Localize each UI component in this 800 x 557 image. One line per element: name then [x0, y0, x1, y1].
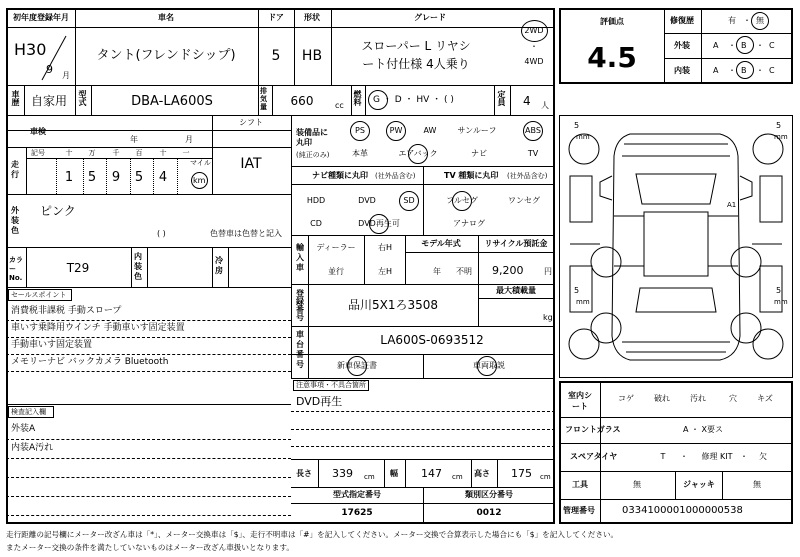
sales-point-line: 消費税非課税 手動スロープ	[11, 306, 122, 316]
tire-fl-label: 5	[574, 121, 580, 130]
repair-yes: 有	[728, 16, 736, 25]
tv-label: TV 種類に丸印	[444, 171, 499, 180]
notes-rule-1	[291, 411, 555, 412]
eval-row-1	[664, 33, 793, 34]
equipment-label: 装備品に丸印	[296, 128, 328, 147]
capacity-label: 定員	[497, 90, 506, 106]
equipment-item: PS	[355, 126, 365, 135]
spare-tire-item: ・	[680, 452, 688, 461]
tools-value: 無	[633, 480, 641, 489]
navi-item: DVD再生可	[358, 219, 400, 228]
interior-label: 内装	[674, 66, 690, 75]
import-div-2	[364, 235, 365, 284]
interior-sheet-item: コゲ	[618, 394, 634, 403]
door-count: 5	[271, 48, 281, 64]
eval-score: 4.5	[587, 41, 637, 74]
eval-label: 評価点	[600, 17, 624, 26]
import-mid-line	[405, 252, 555, 253]
navi-label: ナビ種類に丸印	[312, 171, 368, 180]
tv-note: (社外品含む)	[507, 172, 548, 180]
colorno-div-2	[131, 247, 132, 287]
inspection-bottom-line	[6, 147, 291, 148]
exterior-label: 外装	[674, 41, 690, 50]
header-row-divider	[6, 27, 555, 28]
jack-value: 無	[753, 480, 761, 489]
mileage-digit-divider	[153, 158, 154, 194]
dim-div-4	[471, 459, 472, 487]
eval-divider	[664, 8, 665, 84]
col-divider-door	[294, 8, 295, 85]
height-value: 175	[511, 467, 532, 480]
height-label: 高さ	[474, 469, 490, 478]
tv-item: アナログ	[453, 219, 485, 228]
sales-point-rule	[6, 354, 291, 355]
sales-point-rule	[6, 320, 291, 321]
model-label: 型式	[78, 90, 87, 106]
import-div-1	[308, 235, 309, 284]
inspector-rule	[6, 515, 291, 516]
mileage-digit: 1	[64, 170, 74, 185]
row2-div-7	[365, 85, 366, 115]
interior-sheet-label: 室内シート	[568, 391, 592, 411]
capacity-value: 4	[523, 94, 531, 108]
navi-item: DVD	[358, 196, 376, 205]
colorno-div-5	[228, 247, 229, 287]
door-label: ドア	[268, 13, 284, 22]
colorno-label: カラーNo.	[9, 256, 23, 282]
row1-bottom-line	[6, 85, 555, 86]
equipment-item: PW	[389, 126, 403, 135]
mileage-digit-divider	[130, 158, 131, 194]
tools-div-2	[722, 471, 723, 499]
eval-row-2	[664, 58, 793, 59]
condition-row-2	[559, 443, 793, 444]
dimensions-top-line	[291, 459, 555, 460]
row2-div-3	[91, 85, 92, 115]
tools-div-1	[675, 471, 676, 499]
eval-divider-2	[701, 8, 702, 84]
max-load-line	[478, 298, 555, 299]
tv-item: ワンセグ	[508, 196, 540, 205]
windshield-value: A ・ X要ス	[683, 425, 724, 434]
row2-div-9	[510, 85, 511, 115]
damage-code: A1	[727, 201, 737, 209]
category-value: 0012	[476, 508, 502, 518]
color-paren: ( )	[157, 229, 166, 238]
reg-year: H30	[14, 40, 47, 59]
model-designation-value: 17625	[341, 508, 373, 518]
condition-row-1	[559, 417, 793, 418]
import-left-hand: 左H	[377, 267, 393, 276]
ac-label: 冷房	[215, 256, 223, 275]
notes-label: 注意事項・不具合箇所	[296, 381, 366, 389]
mileage-digit-label: 百	[135, 149, 143, 157]
shape-label: 形状	[304, 13, 320, 22]
sales-point-rule	[6, 371, 291, 372]
recycle-value: 9,200	[492, 264, 524, 277]
equipment-item: サンルーフ	[457, 126, 497, 135]
int-grade-a: A	[713, 66, 719, 75]
inspection-label: 車検	[30, 127, 46, 136]
windshield-label: フロントガラス	[565, 425, 621, 434]
typenum-div	[423, 487, 424, 524]
dim-div-1	[318, 459, 319, 487]
col-divider-shape	[331, 8, 332, 85]
car-name-label: 車名	[158, 13, 174, 22]
reg-month-unit: 月	[62, 71, 70, 80]
chassis-value: LA600S-0693512	[380, 333, 484, 347]
mileage-digit-divider	[177, 158, 178, 194]
body-shape: HB	[301, 48, 323, 64]
int-sep-2: ・	[756, 66, 764, 75]
max-load-label: 最大積載量	[496, 286, 536, 295]
model-value: DBA-LA600S	[131, 94, 213, 109]
management-label: 管理番号	[563, 506, 595, 515]
equipment-note: (純正のみ)	[296, 151, 330, 159]
inspector-line: 内装A汚れ	[11, 443, 54, 453]
navi-bottom-line	[291, 235, 555, 236]
repair-sep: ・	[743, 16, 751, 25]
import-div-4	[478, 235, 479, 284]
length-unit: cm	[364, 473, 375, 481]
colorno-bottom-line	[6, 287, 291, 288]
row2-div-4	[258, 85, 259, 115]
inspector-top-line	[6, 404, 291, 405]
int-grade-b: B	[741, 66, 747, 75]
drive-4wd: 4WD	[524, 57, 544, 66]
inspector-rule	[6, 439, 291, 440]
import-right-hand: 右H	[377, 243, 393, 252]
footer-line-1: 走行距離の記号欄にメーター改ざん車は「*」、メーター交換車は「$」、走行不明車は「#」を記入してください。メーター交換で合算表示した場合にも「$」を記入してください。	[6, 530, 619, 539]
width-unit: cm	[452, 473, 463, 481]
recycle-unit: 円	[544, 267, 552, 276]
registration-label: 登録番号	[296, 289, 304, 322]
row2-bottom-line	[6, 115, 555, 116]
mileage-digit-divider	[56, 158, 57, 194]
new-car-warranty: 新車保証書	[337, 361, 377, 370]
row2-div-2	[75, 85, 76, 115]
mileage-digit: 9	[111, 170, 121, 185]
interior-sheet-item: 破れ	[654, 394, 670, 403]
spare-tire-item: ・	[740, 452, 748, 461]
color-value: ピンク	[40, 204, 76, 218]
interior-color-label: 内装色	[134, 252, 142, 281]
mileage-unit-km: km	[193, 176, 206, 185]
width-label: 幅	[390, 469, 398, 478]
import-dealer: ディーラー	[316, 243, 356, 252]
row2-div-6	[351, 85, 352, 115]
spare-tire-item: T	[660, 452, 666, 461]
tv-item: フルセグ	[446, 196, 478, 205]
equipment-item: TV	[527, 149, 539, 158]
mileage-digit: 4	[158, 170, 168, 185]
drive-2wd: 2WD	[524, 26, 544, 35]
model-designation-label: 型式指定番号	[333, 490, 381, 499]
spare-tire-item: 修理 KIT	[701, 452, 733, 461]
row2-div-5	[272, 85, 273, 115]
displacement-value: 660	[290, 94, 314, 108]
displacement-unit: cc	[335, 101, 344, 110]
tire-fl-mm: mm	[576, 133, 590, 141]
interior-sheet-item: キズ	[757, 394, 773, 403]
import-bottom-line	[291, 284, 555, 285]
ext-grade-a: A	[713, 41, 719, 50]
dim-div-5	[497, 459, 498, 487]
equipment-item: AW	[423, 126, 437, 135]
mileage-bottom-line	[6, 194, 291, 195]
recycle-label: リサイクル預託金	[484, 239, 548, 248]
registration-value: 品川5X1ろ3508	[347, 298, 439, 312]
int-grade-c: C	[769, 66, 775, 75]
width-value: 147	[421, 467, 442, 480]
equipment-item: ナビ	[471, 149, 487, 158]
equipment-item: ABS	[525, 126, 541, 135]
notes-rule-2	[291, 429, 555, 430]
inspector-line: 外装A	[11, 424, 36, 434]
tire-rl-label: 5	[574, 286, 580, 295]
tools-label: 工具	[572, 480, 588, 489]
footer-line-2: またメーター交換の条件を満たしていないものはメーター改ざん車扱いとなります。	[6, 543, 294, 552]
drive-dot: ・	[530, 42, 538, 51]
dim-div-2	[384, 459, 385, 487]
ext-grade-b: B	[741, 41, 747, 50]
inspection-month-unit: 月	[185, 135, 193, 144]
warranty-bottom-line	[291, 378, 555, 379]
jack-label: ジャッキ	[683, 480, 715, 489]
fuel-label: 燃料	[353, 90, 362, 106]
mileage-digit-label: 記号	[31, 149, 45, 157]
color-bottom-line	[6, 247, 291, 248]
import-label: 輸入車	[296, 243, 304, 272]
color-label: 外装色	[11, 206, 19, 235]
tire-rr-mm: mm	[774, 298, 788, 306]
sales-point-rule	[6, 337, 291, 338]
equipment-left-border	[291, 115, 292, 378]
mileage-digit: 5	[87, 170, 97, 185]
mileage-digit-label: 千	[112, 149, 120, 157]
row2-div-8	[494, 85, 495, 115]
usage-label: 車歴	[11, 90, 20, 106]
col-divider-year	[75, 8, 76, 85]
inspection-year-unit: 年	[130, 135, 138, 144]
mileage-label: 走行	[11, 160, 19, 179]
displacement-label: 排気量	[260, 87, 267, 111]
mileage-digit: 5	[134, 170, 144, 185]
navi-note: (社外品含む)	[375, 172, 416, 180]
sales-point-label: セールスポイント	[11, 291, 67, 299]
colorno-div-4	[212, 247, 213, 287]
colorno-div-1	[26, 247, 27, 287]
reg-month: 9	[46, 63, 53, 76]
mileage-digit-label: 十	[159, 149, 167, 157]
grade-label: グレード	[414, 13, 446, 22]
mileage-label-divider	[26, 147, 27, 194]
sales-point-line: 手動車いす固定装置	[11, 340, 93, 350]
spare-tire-item: 欠	[759, 452, 767, 461]
car-diagram	[560, 116, 792, 377]
mileage-header-line	[26, 158, 212, 159]
equipment-item: 本革	[352, 149, 368, 158]
model-year-unit: 年	[433, 267, 441, 276]
mileage-digit-divider	[106, 158, 107, 194]
inspector-rule	[6, 496, 291, 497]
notes-rule-3	[291, 446, 555, 447]
ext-sep-1: ・	[728, 41, 736, 50]
chassis-label: 車台番号	[296, 330, 304, 369]
navi-tv-divider	[423, 166, 424, 235]
shift-value: IAT	[240, 156, 262, 172]
car-name: タント(フレンドシップ)	[96, 48, 236, 63]
first-reg-label: 初年度登録年月	[13, 13, 69, 22]
registration-bottom-line	[291, 326, 555, 327]
row2-div-1	[24, 85, 25, 115]
tire-fr-label: 5	[776, 121, 782, 130]
mileage-digit-label: 一	[182, 149, 190, 157]
dim-div-3	[405, 459, 406, 487]
mileage-digit-divider	[83, 158, 84, 194]
ext-sep-2: ・	[756, 41, 764, 50]
notes-value: DVD再生	[296, 395, 343, 408]
fuel-options: G ・ D ・ HV ・ ( )	[373, 95, 454, 105]
ext-grade-c: C	[769, 41, 775, 50]
repair-label: 修復歴	[670, 16, 694, 25]
colorno-div-3	[147, 247, 148, 287]
navi-item: HDD	[306, 196, 326, 205]
interior-sheet-item: 穴	[729, 394, 737, 403]
tire-rl-mm: mm	[576, 298, 590, 306]
shift-label: シフト	[239, 118, 263, 127]
sales-point-line: メモリーナビ バックカメラ Bluetooth	[11, 357, 169, 367]
length-label: 長さ	[296, 469, 312, 478]
spare-tire-label: スペアタイヤ	[570, 452, 618, 461]
grade-line-1: スローパー L リヤシ	[361, 39, 471, 53]
management-value: 0334100001000000538	[622, 505, 743, 516]
import-parallel: 並行	[328, 267, 344, 276]
navi-item: CD	[310, 219, 322, 228]
tire-fr-mm: mm	[774, 133, 788, 141]
vehicle-manual: 車両取説	[473, 361, 505, 370]
grade-line-2: ート付仕様 4人乗り	[362, 57, 470, 71]
mileage-digit-label: 万	[88, 149, 96, 157]
mileage-unit-mile: マイル	[190, 159, 211, 167]
repair-no: 無	[756, 16, 764, 25]
inspection-top-line	[6, 130, 291, 131]
inspector-rule	[6, 458, 291, 459]
max-load-div	[478, 284, 479, 326]
height-unit: cm	[540, 473, 551, 481]
length-value: 339	[332, 467, 353, 480]
shift-divider	[212, 115, 213, 194]
inspector-rule	[6, 477, 291, 478]
colorno-value: T29	[66, 261, 90, 275]
tire-rr-label: 5	[776, 286, 782, 295]
mileage-digit-label: 十	[65, 149, 73, 157]
registration-div	[308, 284, 309, 378]
condition-row-4	[559, 499, 793, 500]
equipment-item: エアバック	[398, 149, 438, 158]
sales-point-line: 車いす乗降用ウインチ 手動車いす固定装置	[11, 323, 185, 333]
warranty-div	[423, 354, 424, 378]
model-year-value: 不明	[456, 267, 472, 276]
navi-item: SD	[403, 196, 415, 205]
int-sep-1: ・	[728, 66, 736, 75]
import-div-3	[405, 235, 406, 284]
condition-row-3	[559, 471, 793, 472]
usage-value: 自家用	[30, 94, 68, 108]
max-load-unit: kg	[543, 313, 553, 322]
interior-sheet-item: 汚れ	[690, 394, 706, 403]
color-note: 色替車は色替と記入	[210, 229, 282, 238]
category-label: 類別区分番号	[465, 490, 513, 499]
capacity-unit: 人	[541, 101, 549, 110]
col-divider-name	[258, 8, 259, 85]
inspector-label: 検査記入欄	[11, 408, 46, 416]
model-year-label: モデル年式	[421, 239, 461, 248]
